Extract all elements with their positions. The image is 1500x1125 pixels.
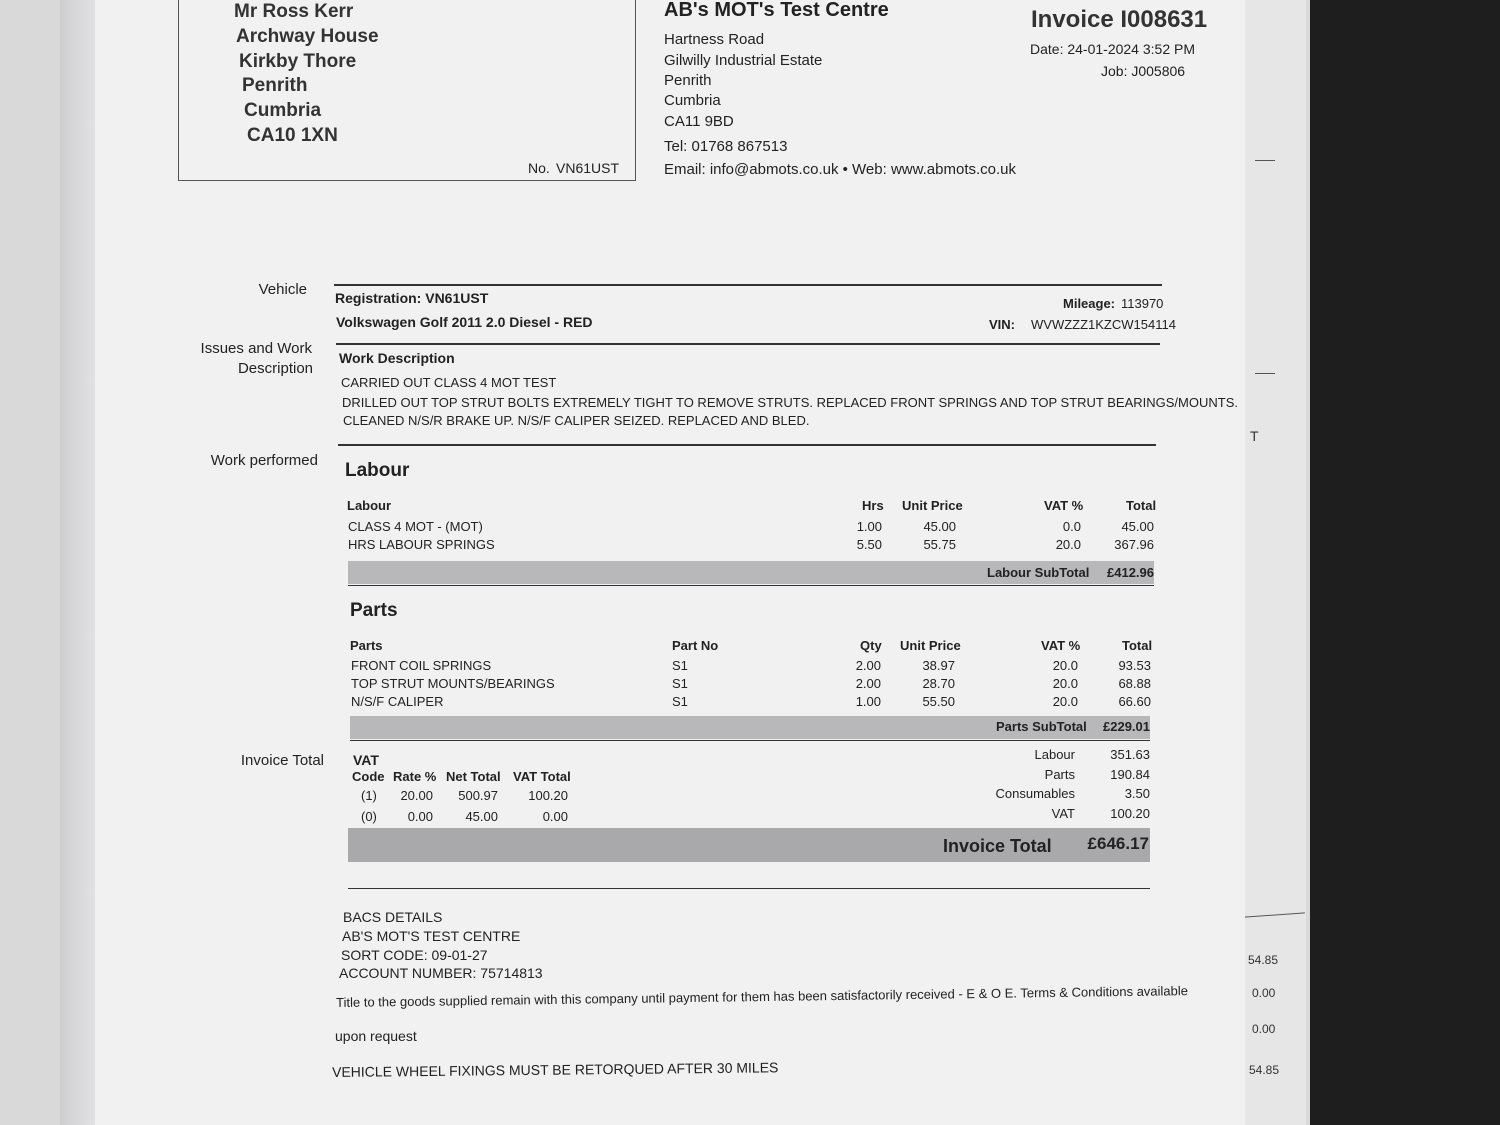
right-fragment: T xyxy=(1250,428,1259,444)
wheel-notice: VEHICLE WHEEL FIXINGS MUST BE RETORQUED AFTER 30 MILES xyxy=(332,1059,779,1080)
bacs-line: ACCOUNT NUMBER: 75714813 xyxy=(339,965,543,981)
shop-address-line: Cumbria xyxy=(664,92,721,109)
issues-section-label: Description xyxy=(237,360,313,377)
parts-header-item: Parts xyxy=(350,638,383,653)
summary-value: 351.63 xyxy=(1110,747,1150,762)
summary-label: VAT xyxy=(1051,806,1075,821)
mileage-label: Mileage: xyxy=(1063,296,1116,311)
vat-header-code: Code xyxy=(352,769,385,784)
shop-name: AB's MOT's Test Centre xyxy=(664,0,889,21)
parts-header-qty: Qty xyxy=(860,638,882,653)
invoice-date: Date: 24-01-2024 3:52 PM xyxy=(1030,41,1195,57)
labour-header-vat: VAT % xyxy=(1044,498,1084,513)
mileage-value: 113970 xyxy=(1121,296,1164,311)
labour-vat: 0.0 xyxy=(1062,519,1081,534)
labour-title: Labour xyxy=(345,460,410,481)
parts-qty: 2.00 xyxy=(855,658,881,673)
right-number: 54.85 xyxy=(1249,1063,1280,1077)
bacs-line: SORT CODE: 09-01-27 xyxy=(341,947,488,963)
labour-subtotal-label: Labour SubTotal xyxy=(987,565,1090,580)
terms-text: Title to the goods supplied remain with this company until payment for them has been satisfactorily received - E & O E. Terms & Conditions available xyxy=(336,983,1189,1010)
parts-partno: S1 xyxy=(672,694,688,709)
work-description-heading: Work Description xyxy=(339,350,455,366)
labour-header-total: Total xyxy=(1126,498,1157,513)
divider xyxy=(338,444,1156,446)
labour-hrs: 5.50 xyxy=(856,537,882,552)
parts-qty: 2.00 xyxy=(855,676,881,691)
shop-email-web: Email: info@abmots.co.uk • Web: www.abmots.co.uk xyxy=(664,161,1017,178)
parts-item: N/S/F CALIPER xyxy=(351,694,444,709)
labour-hrs: 1.00 xyxy=(856,519,882,534)
vehicle-description: Volkswagen Golf 2011 2.0 Diesel - RED xyxy=(336,314,593,330)
customer-no-label: No. xyxy=(528,160,550,176)
parts-header-vat: VAT % xyxy=(1041,638,1081,653)
labour-total: 45.00 xyxy=(1121,519,1154,534)
parts-unit: 55.50 xyxy=(922,694,955,709)
issues-section-label: Issues and Work xyxy=(200,340,312,357)
invoice-title: Invoice I008631 xyxy=(1031,6,1208,33)
labour-header-hrs: Hrs xyxy=(862,498,884,513)
parts-partno: S1 xyxy=(672,658,688,673)
parts-total: 68.88 xyxy=(1118,676,1151,691)
summary-label: Consumables xyxy=(995,786,1075,801)
vin-label: VIN: xyxy=(989,317,1015,332)
labour-header-unit: Unit Price xyxy=(902,498,963,513)
divider xyxy=(348,585,1154,586)
parts-vat: 20.0 xyxy=(1052,694,1078,709)
vat-code: (0) xyxy=(361,809,377,824)
parts-unit: 28.70 xyxy=(922,676,955,691)
vin-value: WVWZZZ1KZCW154114 xyxy=(1031,317,1176,332)
vat-rate: 20.00 xyxy=(400,788,433,803)
work-description-line: CLEANED N/S/R BRAKE UP. N/S/F CALIPER SEIZED. REPLACED AND BLED. xyxy=(343,413,810,428)
vehicle-registration: Registration: VN61UST xyxy=(335,290,489,306)
divider xyxy=(1255,373,1275,374)
labour-unit: 55.75 xyxy=(923,537,956,552)
right-number: 54.85 xyxy=(1248,953,1279,967)
customer-no-value: VN61UST xyxy=(556,160,620,176)
invoice-job: Job: J005806 xyxy=(1101,63,1186,79)
shop-address-line: CA11 9BD xyxy=(664,113,734,130)
parts-item: FRONT COIL SPRINGS xyxy=(351,658,492,673)
bacs-line: BACS DETAILS xyxy=(343,909,443,925)
parts-unit: 38.97 xyxy=(922,658,955,673)
customer-name: Mr Ross Kerr xyxy=(234,1,354,22)
summary-label: Parts xyxy=(1044,767,1075,782)
labour-item: HRS LABOUR SPRINGS xyxy=(348,537,495,552)
customer-address-line: Penrith xyxy=(242,75,308,96)
parts-vat: 20.0 xyxy=(1052,676,1078,691)
divider xyxy=(334,284,1162,286)
customer-address-line: Kirkby Thore xyxy=(239,51,357,72)
labour-total: 367.96 xyxy=(1114,537,1154,552)
vat-total: 100.20 xyxy=(528,788,568,803)
parts-qty: 1.00 xyxy=(855,694,881,709)
divider xyxy=(350,740,1150,741)
labour-unit: 45.00 xyxy=(923,519,956,534)
work-description-line: CARRIED OUT CLASS 4 MOT TEST xyxy=(341,375,557,390)
parts-partno: S1 xyxy=(672,676,688,691)
invoice-total-value: £646.17 xyxy=(1087,834,1149,853)
work-performed-label: Work performed xyxy=(210,452,318,469)
parts-item: TOP STRUT MOUNTS/BEARINGS xyxy=(351,676,555,691)
shop-address-line: Penrith xyxy=(664,72,712,89)
parts-header-partno: Part No xyxy=(672,638,719,653)
vehicle-section-label: Vehicle xyxy=(258,281,307,298)
labour-vat: 20.0 xyxy=(1055,537,1081,552)
labour-item: CLASS 4 MOT - (MOT) xyxy=(348,519,483,534)
vat-title: VAT xyxy=(353,752,379,768)
invoice-total-label: Invoice Total xyxy=(943,836,1052,856)
vat-total: 0.00 xyxy=(542,809,568,824)
work-description-line: DRILLED OUT TOP STRUT BOLTS EXTREMELY TIGHT TO REMOVE STRUTS. REPLACED FRONT SPRINGS AND TOP STRUT BEARINGS/MOUNTS. xyxy=(342,395,1238,410)
customer-address-line: CA10 1XN xyxy=(247,125,338,146)
divider xyxy=(336,343,1160,345)
parts-subtotal-label: Parts SubTotal xyxy=(996,719,1087,734)
parts-total: 66.60 xyxy=(1118,694,1151,709)
vat-net: 45.00 xyxy=(465,809,498,824)
customer-address-line: Archway House xyxy=(236,26,379,47)
parts-vat: 20.0 xyxy=(1052,658,1078,673)
shop-address-line: Hartness Road xyxy=(664,31,765,48)
summary-value: 3.50 xyxy=(1124,786,1150,801)
right-number: 0.00 xyxy=(1252,986,1276,1000)
vat-rate: 0.00 xyxy=(407,809,433,824)
summary-label: Labour xyxy=(1034,747,1075,762)
parts-header-total: Total xyxy=(1122,638,1153,653)
terms-text: upon request xyxy=(335,1028,417,1044)
labour-header-item: Labour xyxy=(347,498,392,513)
divider xyxy=(348,888,1150,889)
vat-net: 500.97 xyxy=(458,788,498,803)
bacs-line: AB'S MOT'S TEST CENTRE xyxy=(342,928,521,944)
customer-address-line: Cumbria xyxy=(244,100,322,121)
summary-value: 100.20 xyxy=(1110,806,1150,821)
vat-header-rate: Rate % xyxy=(393,769,437,784)
parts-subtotal-value: £229.01 xyxy=(1103,719,1150,734)
divider xyxy=(1255,160,1275,161)
right-number: 0.00 xyxy=(1252,1022,1276,1036)
shop-tel: Tel: 01768 867513 xyxy=(664,138,788,155)
shop-address-line: Gilwilly Industrial Estate xyxy=(664,52,823,69)
labour-subtotal-value: £412.96 xyxy=(1107,565,1154,580)
parts-title: Parts xyxy=(350,600,398,621)
parts-header-unit: Unit Price xyxy=(900,638,961,653)
sheet-edge xyxy=(60,0,100,1125)
invoice-total-section-label: Invoice Total xyxy=(240,752,324,769)
summary-value: 190.84 xyxy=(1110,767,1150,782)
vat-header-vat: VAT Total xyxy=(513,769,571,784)
vat-code: (1) xyxy=(361,788,377,803)
parts-total: 93.53 xyxy=(1118,658,1151,673)
vat-header-net: Net Total xyxy=(446,769,501,784)
